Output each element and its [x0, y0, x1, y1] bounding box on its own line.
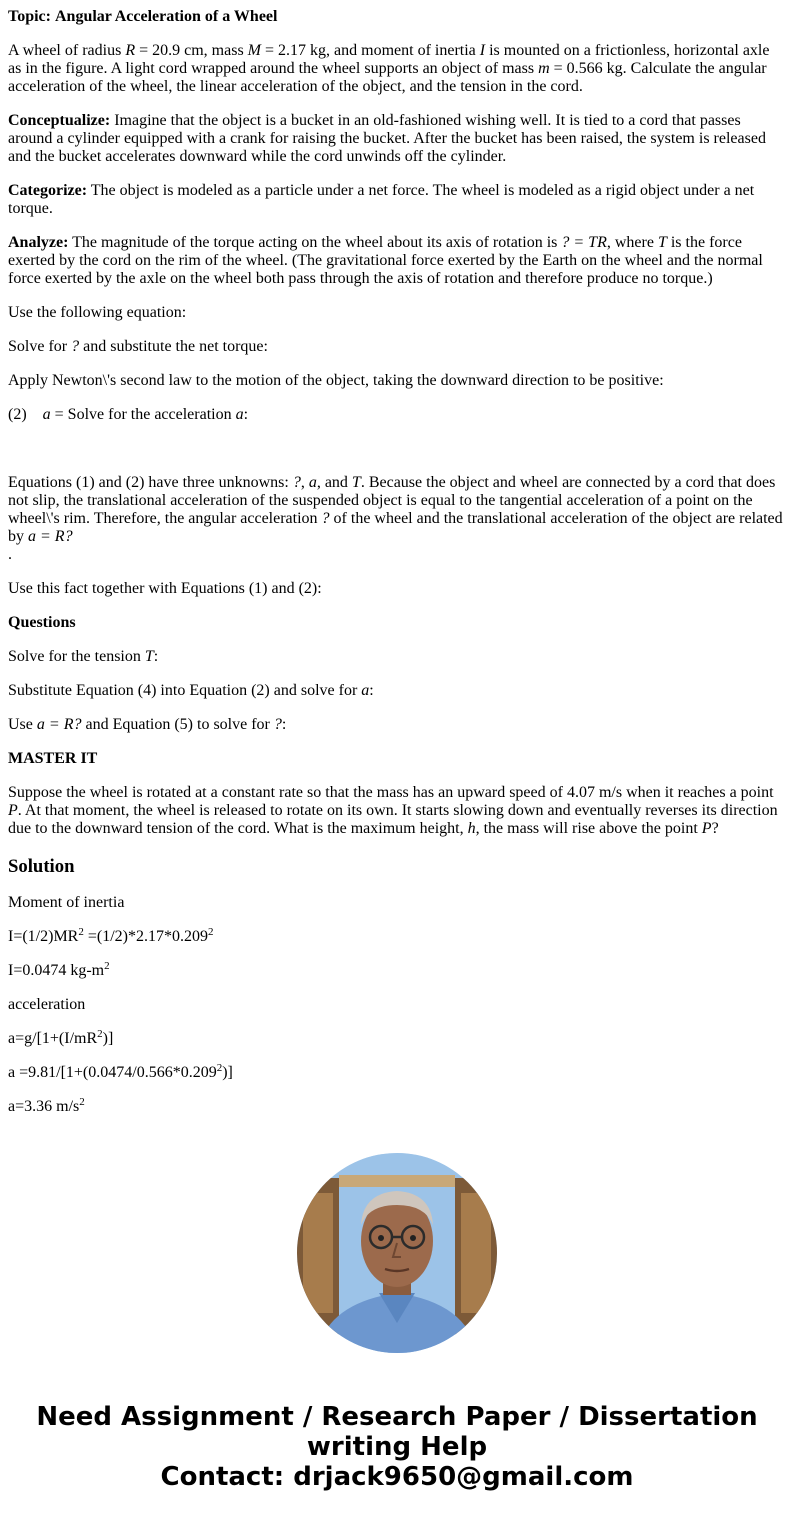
solution-line-5: [8, 1098, 786, 1116]
text-run: :: [243, 406, 249, 423]
text-run: M: [247, 42, 261, 59]
text-run: a: [235, 406, 244, 423]
text-run: a=g/[1+(I/mR: [8, 1030, 98, 1047]
text-run: I=0.0474 kg-m: [8, 962, 105, 979]
text-run: = Solve for the acceleration: [50, 406, 236, 423]
text-run: ? = TR: [561, 234, 607, 251]
text-run: ?: [321, 510, 330, 527]
text-run: =(1/2)*2.17*0.209: [83, 928, 208, 945]
promo-line-2: writing Help: [306, 1432, 488, 1462]
categorize-text: The object is modeled as a particle under a net force. The wheel is modeled as a rigid object under a net torque.: [8, 182, 755, 217]
text-run: T: [351, 474, 361, 491]
analyze-paragraph: [8, 234, 786, 288]
questions-label: Questions: [8, 614, 76, 631]
text-run: m: [538, 60, 550, 77]
solution-heading: Solution: [8, 856, 75, 877]
text-run: A wheel of radius: [8, 42, 126, 59]
text-run: :: [369, 682, 374, 699]
solution-line-2: [8, 962, 786, 980]
topic-line: [8, 8, 786, 26]
spacer: [8, 440, 786, 458]
text-run: (2): [8, 406, 43, 423]
text-run: T: [144, 648, 154, 665]
text-run: and substitute the net torque:: [79, 338, 268, 355]
text-run: ,: [300, 474, 309, 491]
topic-label: Topic:: [8, 8, 51, 25]
period-line: .: [8, 546, 12, 563]
use-equation-text: Use the following equation:: [8, 304, 187, 321]
analyze-label: Analyze:: [8, 234, 69, 251]
text-run: Suppose the wheel is rotated at a constant rate so that the mass has an upward speed of 4.07 m/s when it reaches a point: [8, 784, 774, 801]
superscript: 2: [207, 926, 214, 938]
solution-line-4: [8, 1064, 786, 1082]
equations-paragraph: [8, 474, 786, 546]
promo-line-1: Need Assignment / Research Paper / Dissertation: [36, 1402, 758, 1432]
text-run: is the force exerted by the cord on the rim of the wheel. (The gravitational force exerted by the Earth on the wheel and the normal force exerted by the axle on the wheel both pass through the axis of rotation and therefore produce no torque.): [8, 234, 763, 287]
superscript: 2: [79, 1096, 85, 1108]
text-run: = 20.9 cm, mass: [135, 42, 248, 59]
promo-banner: [0, 1402, 794, 1492]
master-it-label: MASTER IT: [8, 750, 98, 767]
text-run: ?: [273, 716, 282, 733]
text-run: of the wheel and the translational acceleration of the object are related by: [8, 510, 783, 545]
text-run: I=(1/2)MR: [8, 928, 79, 945]
superscript: 2: [216, 1062, 223, 1074]
use-fact-text: Use this fact together with Equations (1) and (2):: [8, 580, 322, 597]
master-it-text: [8, 784, 786, 838]
text-run: a: [42, 406, 51, 423]
question-3: [8, 716, 786, 734]
superscript: 2: [104, 960, 110, 972]
text-run: :: [281, 716, 287, 733]
text-run: R: [125, 42, 136, 59]
text-run: )]: [222, 1064, 233, 1081]
conceptualize-text: Imagine that the object is a bucket in an old-fashioned wishing well. It is tied to a cord that passes around a cylinder equipped with a crank for raising the bucket. After the bucket has been raised, the system is released and the bucket accelerates downward while the cord unwinds off the cylinder.: [8, 112, 766, 165]
document-content: [8, 0, 786, 1122]
text-run: Substitute Equation (4) into Equation (2) and solve for: [8, 682, 362, 699]
tutor-avatar: [297, 1153, 497, 1353]
text-run: , where: [606, 234, 658, 251]
acceleration-label: acceleration: [8, 996, 86, 1013]
text-run: is mounted on a frictionless, horizontal axle as in the figure. A light cord wrapped around the wheel supports an object of mass: [8, 42, 770, 77]
text-run: ?: [292, 474, 301, 491]
text-run: . Because the object and wheel are connected by a cord that does not slip, the translational acceleration of the suspended object is equal to the tangential acceleration of a point on the wheel\'s rim. Therefore, the angular acceleration: [8, 474, 776, 527]
equation-2-text: [8, 406, 786, 424]
text-run: P: [8, 802, 18, 819]
solution-line-3: [8, 1030, 786, 1048]
question-2: [8, 682, 786, 700]
questions-heading: [8, 614, 786, 632]
text-run: a: [361, 682, 370, 699]
text-run: Equations (1) and (2) have three unknowns:: [8, 474, 293, 491]
text-run: , and: [316, 474, 352, 491]
superscript: 2: [78, 926, 84, 938]
promo-contact: Contact: drjack9650@gmail.com: [160, 1462, 634, 1492]
conceptualize-label: Conceptualize:: [8, 112, 111, 129]
text-run: T: [657, 234, 667, 251]
text-run: = 0.566 kg. Calculate the angular acceleration of the wheel, the linear acceleration of the object, and the tension in the cord.: [8, 60, 767, 95]
master-it-heading: [8, 750, 786, 768]
question-1: [8, 648, 786, 666]
categorize-label: Categorize:: [8, 182, 88, 199]
conceptualize-paragraph: [8, 112, 786, 166]
analyze-text: [8, 234, 763, 287]
text-run: :: [153, 648, 159, 665]
text-run: I: [479, 42, 486, 59]
topic-title: Angular Acceleration of a Wheel: [54, 8, 278, 25]
newton-text: Apply Newton\'s second law to the motion of the object, taking the downward direction to be positive:: [8, 372, 664, 389]
text-run: )]: [102, 1030, 114, 1047]
text-run: a = R?: [36, 716, 82, 733]
text-run: , the mass will rise above the point: [475, 820, 702, 837]
text-run: Solve for the tension: [8, 648, 145, 665]
text-run: P: [701, 820, 712, 837]
text-run: ?: [711, 820, 719, 837]
moment-of-inertia-label: Moment of inertia: [8, 894, 125, 911]
problem-statement: [8, 42, 786, 96]
text-run: . At that moment, the wheel is released to rotate on its own. It starts slowing down and eventually reverses its direction due to the downward tension of the cord. What is the maximum height,: [8, 802, 778, 837]
categorize-paragraph: [8, 182, 786, 218]
text-run: The magnitude of the torque acting on the wheel about its axis of rotation is: [72, 234, 562, 251]
text-run: a: [308, 474, 317, 491]
text-run: and Equation (5) to solve for: [81, 716, 274, 733]
text-run: a = R?: [28, 528, 73, 545]
superscript: 2: [97, 1028, 103, 1040]
text-run: Solve for: [8, 338, 72, 355]
solve-for-text: [8, 338, 786, 356]
text-run: = 2.17 kg, and moment of inertia: [261, 42, 480, 59]
text-run: a=3.36 m/s: [8, 1098, 80, 1115]
solution-line-1: [8, 928, 786, 946]
text-run: Use: [8, 716, 37, 733]
text-run: ?: [71, 338, 80, 355]
tutor-portrait-icon: [297, 1153, 497, 1353]
text-run: a =9.81/[1+(0.0474/0.566*0.209: [8, 1064, 217, 1081]
text-run: h: [467, 820, 476, 837]
